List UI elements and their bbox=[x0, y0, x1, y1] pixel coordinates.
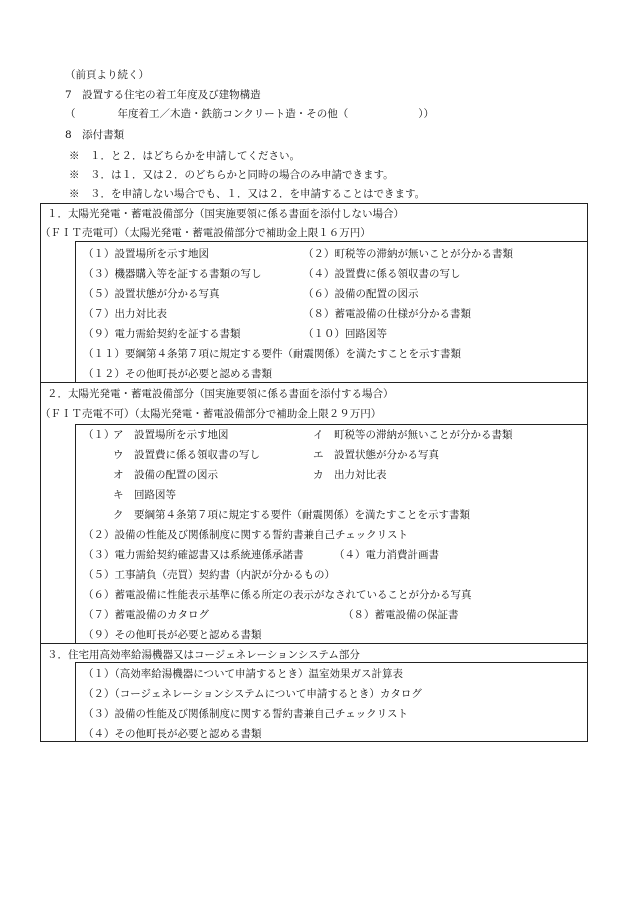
item-box-left bbox=[75, 424, 76, 643]
item-box-top bbox=[75, 424, 588, 425]
section2-item-3: （３）電力需給契約確認書又は系統連係承諾書 bbox=[83, 549, 304, 561]
section1-item-12: （１２）その他町長が必要と認める書類 bbox=[83, 368, 272, 380]
section-divider bbox=[40, 643, 588, 644]
section-divider bbox=[40, 382, 588, 383]
note-3: ※ ３．を申請しない場合でも、１．又は２．を申請することはできます。 bbox=[69, 188, 426, 200]
section2-item-2: （２）設備の性能及び関係制度に関する誓約書兼自己チェックリスト bbox=[83, 529, 408, 541]
section1-subtitle: （ＦＩＴ売電可）（太陽光発電・蓄電設備部分で補助金上限１６万円） bbox=[40, 227, 371, 239]
section2-item-9: （９）その他町長が必要と認める書類 bbox=[83, 629, 262, 641]
section2-item-5: （５）工事請負（売買）契約書（内訳が分かるもの） bbox=[83, 569, 335, 581]
section1-item: （９）電力需給契約を証する書類 bbox=[83, 328, 241, 340]
item7-construction-line bbox=[65, 109, 434, 120]
section1-item: （３）機器購入等を証する書類の写し bbox=[83, 268, 262, 280]
note-1: ※ １．と２．はどちらかを申請してください。 bbox=[69, 150, 300, 162]
section1-title: １．太陽光発電・蓄電設備部分（国実施要領に係る書面を添付しない場合） bbox=[47, 208, 404, 220]
section2-title: ２．太陽光発電・蓄電設備部分（国実施要領に係る書面を添付する場合） bbox=[47, 388, 394, 400]
section1-item: （５）設置状態が分かる写真 bbox=[83, 288, 220, 300]
continued-note: （前頁より続く） bbox=[65, 69, 149, 81]
section2-subitem: ウ 設置費に係る領収書の写し bbox=[113, 449, 260, 461]
section2-item-8: （８）蓄電設備の保証書 bbox=[343, 609, 459, 621]
section2-subitem: イ 町税等の滞納が無いことが分かる書類 bbox=[313, 429, 513, 441]
item-box-left bbox=[75, 241, 76, 382]
section2-subitem-ku: ク 要綱第４条第７項に規定する要件（耐震関係）を満たすことを示す書類 bbox=[113, 509, 470, 521]
section1-item: （１）設置場所を示す地図 bbox=[83, 248, 209, 260]
section1-item: （７）出力対比表 bbox=[83, 308, 167, 320]
section2-subitem: カ 出力対比表 bbox=[313, 469, 387, 481]
section2-subitem: エ 設置状態が分かる写真 bbox=[313, 449, 439, 461]
item-box-top bbox=[75, 662, 588, 663]
section2-subtitle: （ＦＩＴ売電不可）（太陽光発電・蓄電設備部分で補助金上限２９万円） bbox=[40, 408, 382, 420]
section1-item: （２）町税等の滞納が無いことが分かる書類 bbox=[303, 248, 513, 260]
section1-item: （１０）回路図等 bbox=[303, 328, 387, 340]
section1-item: （６）設備の配置の図示 bbox=[303, 288, 419, 300]
section3-item: （２）（コージェネレーションシステムについて申請するとき）カタログ bbox=[83, 688, 422, 700]
section1-item: （８）蓄電設備の仕様が分かる書類 bbox=[303, 308, 471, 320]
item7-close-paren: ）） bbox=[418, 108, 435, 120]
item-box-top bbox=[75, 241, 588, 242]
item7-title: 7 設置する住宅の着工年度及び建物構造 bbox=[65, 89, 261, 101]
section2-subitem-ki: キ 回路図等 bbox=[113, 489, 176, 501]
section3-title: ３．住宅用高効率給湯機器又はコージェネレーションシステム部分 bbox=[47, 649, 360, 661]
section3-item: （１）（高効率給湯機器について申請するとき）温室効果ガス計算表 bbox=[83, 668, 404, 680]
section1-item: （４）設置費に係る領収書の写し bbox=[303, 268, 461, 280]
item-box-left bbox=[75, 662, 76, 742]
item7-structure-text: 年度着工／木造・鉄筋コンクリート造・その他（ bbox=[117, 108, 349, 120]
section2-item-4: （４）電力消費計画書 bbox=[334, 549, 439, 561]
section2-item1-prefix: （１） bbox=[83, 429, 115, 441]
note-2: ※ ３．は１．又は２．のどちらかと同時の場合のみ申請できます。 bbox=[69, 169, 394, 181]
item7-open-paren: （ bbox=[65, 108, 76, 120]
section2-subitem: オ 設備の配置の図示 bbox=[113, 469, 218, 481]
section2-item-6: （６）蓄電設備に性能表示基準に係る所定の表示がなされていることが分かる写真 bbox=[83, 589, 472, 601]
section3-item: （３）設備の性能及び関係制度に関する誓約書兼自己チェックリスト bbox=[83, 708, 408, 720]
section3-item: （４）その他町長が必要と認める書類 bbox=[83, 728, 262, 740]
section2-item-7: （７）蓄電設備のカタログ bbox=[83, 609, 209, 621]
item8-title: 8 添付書類 bbox=[65, 129, 125, 141]
section1-item-11: （１１）要綱第４条第７項に規定する要件（耐震関係）を満たすことを示す書類 bbox=[83, 348, 461, 360]
section2-subitem: ア 設置場所を示す地図 bbox=[113, 429, 229, 441]
